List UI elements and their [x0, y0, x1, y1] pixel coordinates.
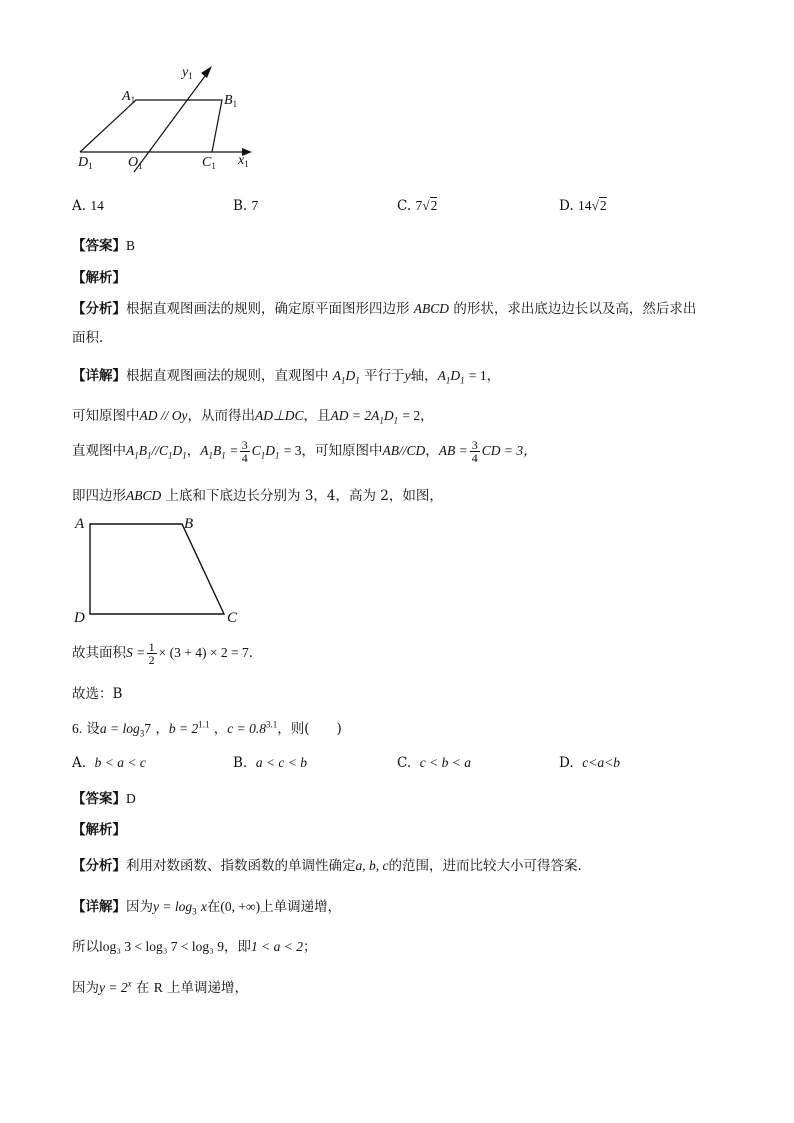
label-O1: $O_1$: [128, 155, 143, 171]
label-A1: $A_1$: [122, 89, 136, 105]
label-x1: $x_1$: [238, 153, 249, 169]
oblique-figure: [70, 60, 270, 180]
trapezoid: [90, 524, 224, 614]
q5-detail-line4: 即四边形ABCD 上底和下底边长分别为 3，4，高为 2，如图，: [72, 488, 443, 504]
q5-detail-line1: 【详解】根据直观图画法的规则，直观图中 $A_1D_1$ 平行于y轴，$A_1D_1 = 1$，: [72, 368, 501, 386]
q5-fenxi-line2: 面积．: [72, 330, 113, 346]
q6-option-b[interactable]: B. a < c < b: [233, 755, 308, 771]
trapezoid-figure: [70, 510, 250, 630]
q6-answer: 【答案】D: [72, 791, 136, 807]
q5-conclusion: 故选：B: [72, 686, 123, 702]
q6-fenxi: 【分析】利用对数函数、指数函数的单调性确定a, b, c的范围，进而比较大小可得答案.: [72, 858, 582, 874]
label-C: C: [227, 610, 238, 626]
q6-option-d[interactable]: D. c<a<b: [559, 755, 620, 771]
q5-option-c[interactable]: C. 7√2: [397, 198, 438, 214]
label-C1: $C_1$: [202, 155, 216, 171]
q5-analysis-tag: 【解析】: [72, 270, 126, 286]
q6-detail-line3: 因为$y = 2^x$ 在 R 上单调递增，: [72, 978, 249, 996]
label-D1: $D_1$: [78, 155, 93, 171]
q5-fenxi-line1: 【分析】根据直观图画法的规则，确定原平面图形四边形 ABCD 的形状，求出底边边长以及高，然后求出: [72, 301, 697, 317]
q5-area: 故其面积S = $\frac{1}{2}$ × (3 + 4) × 2 = 7．: [72, 640, 263, 667]
label-A: A: [75, 516, 85, 532]
q5-option-d[interactable]: D. 14√2: [559, 198, 607, 214]
q6-option-a[interactable]: A. b < a < c: [72, 755, 146, 771]
q6-option-c[interactable]: C. c < b < a: [397, 755, 471, 771]
q6-analysis-tag: 【解析】: [72, 822, 126, 838]
y-axis-line: [134, 72, 208, 172]
label-D: D: [74, 610, 85, 626]
label-B1: $B_1$: [224, 93, 238, 109]
q6-stem: 6. 设$a = \log_37$ ，$b = 2^{1.1}$ ，$c = 0.8^{3.1}$，则( ): [72, 719, 342, 739]
q6-detail-line1: 【详解】因为$y = \log_3 x$在(0, +∞)上单调递增，: [72, 899, 342, 917]
q5-answer: 【答案】B: [72, 238, 136, 254]
q6-detail-line2: 所以log₃ 3 < log₃ 7 < log₃ 9，即1 < a < 2；: [72, 939, 317, 955]
q5-detail-line2: 可知原图中AD // Oy，从而得出AD⊥DC，且AD = $2A_1D_1 = 2$，: [72, 408, 434, 426]
q5-detail-line3: 直观图中$A_1B_1//C_1D_1$，$A_1B_1$ = $\frac{3}{4}$ $C_1D_1 = 3$，可知原图中AB//CD，AB = $\frac{3}{4}$ CD = 3，: [72, 438, 537, 465]
label-y1: $y_1$: [182, 65, 193, 81]
q5-option-b[interactable]: B. 7: [233, 198, 259, 214]
y-axis-arrow: [201, 66, 212, 78]
label-B: B: [184, 516, 194, 532]
q5-option-a[interactable]: A. 14: [72, 198, 104, 214]
parallelogram: [80, 100, 222, 152]
